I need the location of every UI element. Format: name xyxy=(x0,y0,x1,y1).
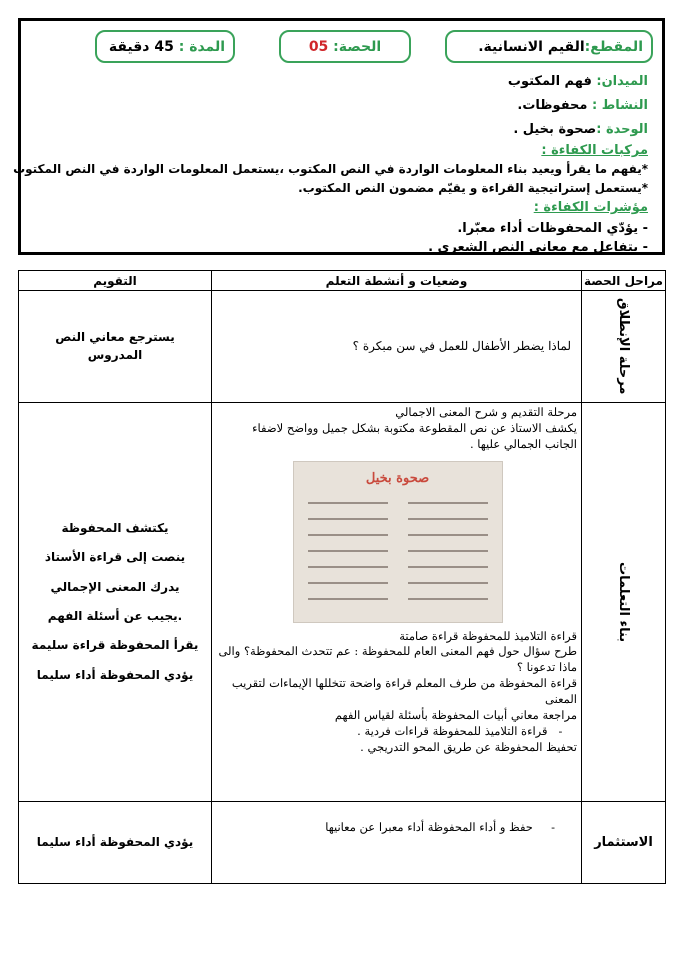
activity-line xyxy=(517,98,648,113)
segment-value: القيم الانسانية. xyxy=(478,38,585,55)
activity-value: محفوظات. xyxy=(517,98,593,113)
poem-image xyxy=(293,461,503,623)
duration-value: 45 دقيقة xyxy=(108,38,174,55)
indicators-label: مؤشرات الكفاءة : xyxy=(533,200,648,215)
activity-investment-text: - حفظ و أداء المحفوظة أداء معبرا عن معانيها xyxy=(325,819,556,834)
evaluation-item: يقرأ المحفوظة قراءة سليمة xyxy=(31,638,199,653)
activity-build-line-2: يكشف الاستاذ عن نص المقطوعة مكتوبة بشكل جميل وواضح لاضفاء الجانب الجمالي عليها . xyxy=(252,420,577,451)
field-line xyxy=(508,74,648,89)
evaluation-item: ينصت إلى قراءة الأستاذ xyxy=(44,550,186,565)
session-label: الحصة: xyxy=(333,38,382,55)
phase-label-investment: الاستثمار xyxy=(594,835,653,850)
col-header-phases: مراحل الحصة xyxy=(582,271,666,291)
phase-label-launch: مرحلة الإنطلاق xyxy=(616,298,631,395)
evaluation-cell xyxy=(19,403,212,802)
table-row-build xyxy=(19,403,666,802)
activity-build-line-5: قراءة المحفوظة من طرف المعلم قراءة واضحة تتخللها الإيماءات لتقريب المعنى xyxy=(231,676,577,707)
phase-cell xyxy=(582,291,666,403)
duration-label: المدة : xyxy=(178,38,225,55)
poem-image-title: صحوة بخيل xyxy=(365,470,430,486)
indicator-2: - يتفاعل مع معاني النص الشعري . xyxy=(428,240,648,255)
competence-components-label: مركبات الكفاءة : xyxy=(541,143,648,158)
competence-line-1: *يفهم ما يقرأ ويعيد بناء المعلومات الواردة في النص المكتوب ،يستعمل المعلومات الواردة في النص المكتوب xyxy=(13,162,648,176)
activity-build-line-6: مراجعة معاني أبيات المحفوظة بأسئلة لقياس الفهم xyxy=(334,707,577,722)
field-label: الميدان: xyxy=(596,74,648,89)
col-header-activities: وضعيات و أنشطة التعلم xyxy=(212,271,582,291)
table-header-row xyxy=(19,271,666,291)
evaluation-item: يؤدي المحفوظة أداء سليما xyxy=(36,667,194,682)
activity-build-line-4: طرح سؤال حول فهم المعنى العام للمحفوظة : عم تتحدث المحفوظة؟ والى ماذا تدعونا ؟ xyxy=(218,644,577,675)
activity-build-line-1: مرحلة التقديم و شرح المعنى الاجمالي xyxy=(395,405,577,419)
phase-label-build: بناء التعلمات xyxy=(616,561,631,643)
col-header-evaluation: التقويم xyxy=(19,271,212,291)
evaluation-cell xyxy=(19,802,212,884)
indicator-1: - يؤدّي المحفوظات أداء معبّرا. xyxy=(457,221,648,236)
evaluation-item: يكتشف المحفوظة xyxy=(61,520,169,535)
activity-build-line-8: تحفيظ المحفوظة عن طريق المحو التدريجي . xyxy=(360,739,577,754)
activity-build-line-3: قراءة التلاميذ للمحفوظة قراءة صامتة xyxy=(399,628,577,643)
duration-pill xyxy=(95,30,235,63)
activity-cell xyxy=(212,291,582,403)
unit-value: صحوة بخيل . xyxy=(513,122,597,137)
lesson-table xyxy=(18,270,666,884)
table-row-investment xyxy=(19,802,666,884)
activity-cell xyxy=(212,802,582,884)
session-value: 05 xyxy=(308,38,329,55)
evaluation-launch-text: يسترجع معاني النص المدروس xyxy=(55,330,175,362)
phase-cell xyxy=(582,802,666,884)
activity-launch-text: لماذا يضطر الأطفال للعمل في سن مبكرة ؟ xyxy=(352,339,571,354)
segment-pill xyxy=(445,30,653,63)
evaluation-item: يدرك المعنى الإجمالي xyxy=(50,579,180,594)
evaluation-investment-text: يؤدي المحفوظة أداء سليما xyxy=(36,834,194,849)
evaluation-list xyxy=(19,520,211,684)
activity-cell xyxy=(212,403,582,802)
unit-label: الوحدة : xyxy=(596,122,648,137)
table-row-launch xyxy=(19,291,666,403)
evaluation-cell xyxy=(19,291,212,403)
session-pill xyxy=(279,30,411,63)
competence-line-2: *يستعمل إستراتيجية القراءة و يقيّم مضمون النص المكتوب. xyxy=(298,181,648,195)
unit-line xyxy=(513,122,648,137)
lesson-header xyxy=(13,18,665,255)
activity-label: النشاط : xyxy=(592,98,648,113)
activity-build-line-7: - قراءة التلاميذ للمحفوظة قراءات فردية . xyxy=(357,723,577,738)
field-value: فهم المكتوب xyxy=(507,74,597,89)
phase-cell xyxy=(582,403,666,802)
evaluation-item: .يجيب عن أسئلة الفهم xyxy=(47,609,183,623)
segment-label: المقطع: xyxy=(584,38,643,55)
